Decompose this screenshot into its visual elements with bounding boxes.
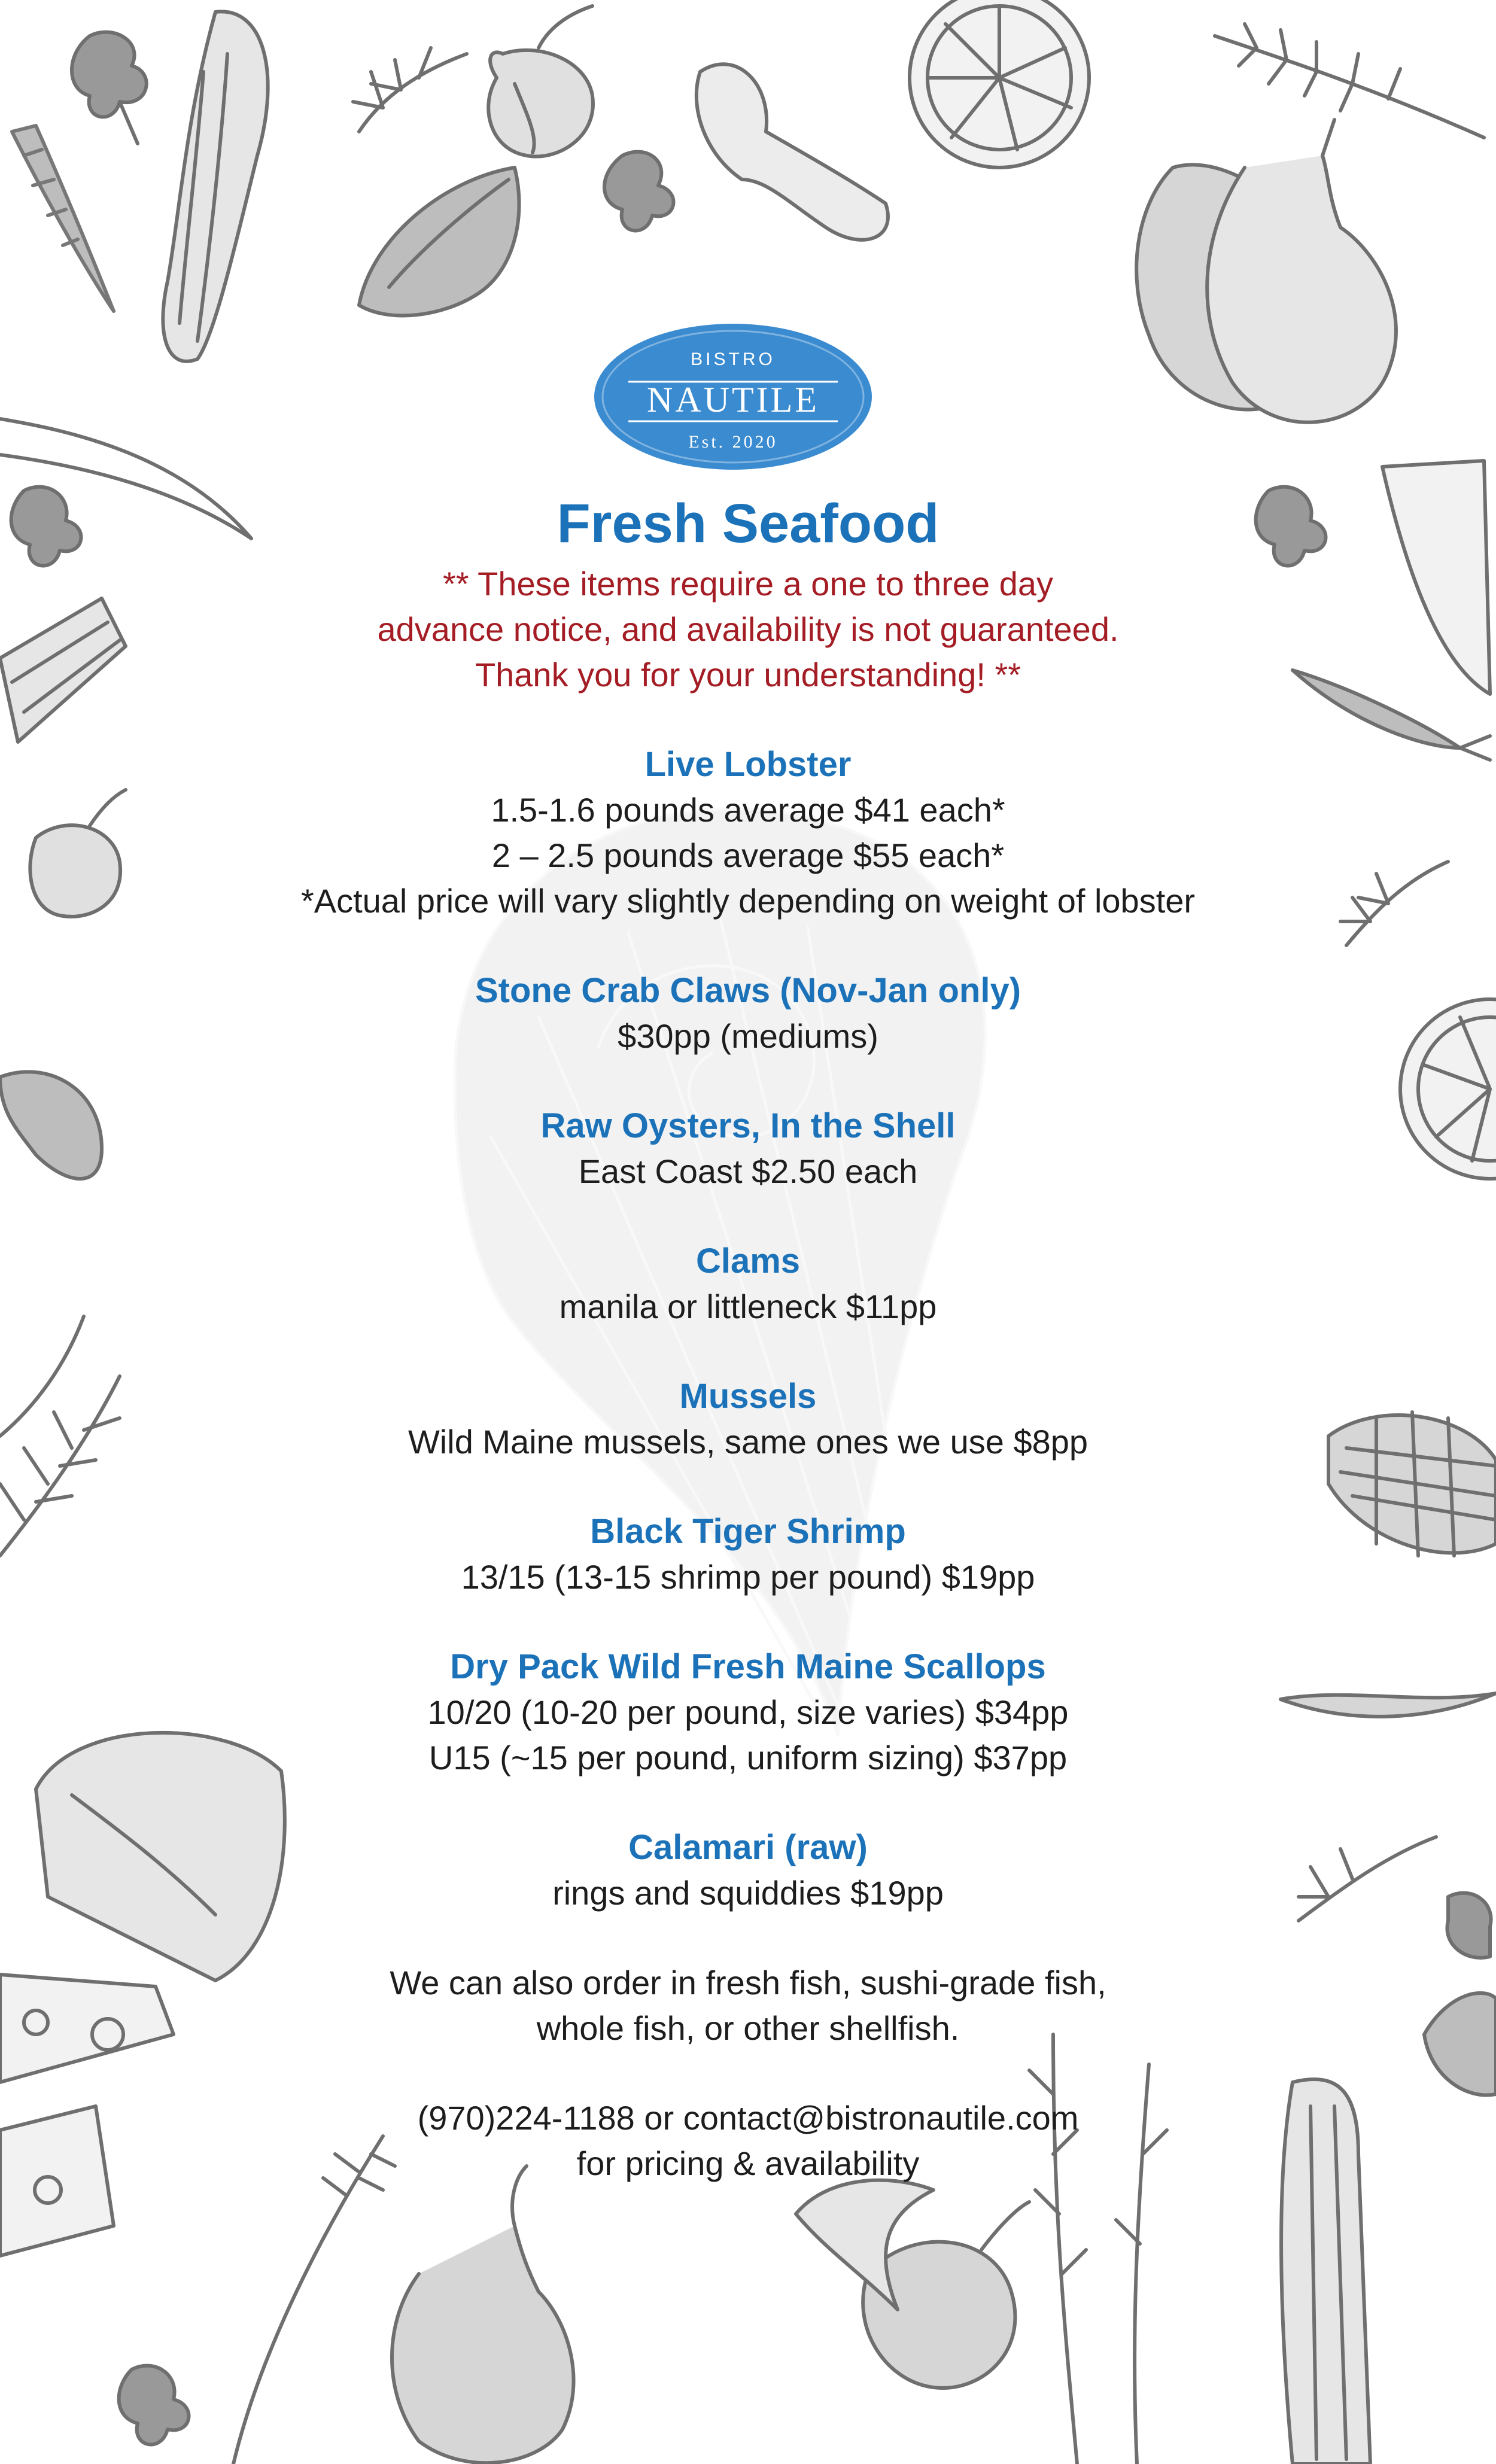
menu-item-detail: $30pp (mediums) <box>618 1017 878 1055</box>
menu-item-live-lobster <box>150 742 1346 924</box>
menu-item-detail: manila or littleneck $11pp <box>559 1288 937 1325</box>
menu-item-detail: rings and squiddies $19pp <box>552 1874 944 1912</box>
herb-sprig-icon <box>0 598 126 742</box>
logo-name: NAUTILE <box>647 380 819 419</box>
menu-item-title: Stone Crab Claws (Nov-Jan only) <box>475 971 1021 1010</box>
note-line: We can also order in fresh fish, sushi-grade fish, <box>390 1964 1106 2001</box>
corn-icon <box>1328 1412 1496 1556</box>
herb-sprig-icon <box>1340 862 1448 945</box>
extra-order-note <box>150 1960 1346 2051</box>
menu-item-title: Black Tiger Shrimp <box>590 1512 906 1551</box>
parsley-icon <box>604 152 673 231</box>
menu-item-title: Live Lobster <box>644 745 852 784</box>
menu-item-detail: 1.5-1.6 pounds average $41 each* <box>491 791 1005 829</box>
menu-item-detail: *Actual price will vary slightly depending on weight of lobster <box>300 882 1196 920</box>
garlic-icon <box>359 168 519 315</box>
carrot-icon <box>12 126 114 311</box>
notice-line: Thank you for your understanding! ** <box>475 656 1021 693</box>
contact-info <box>150 2095 1346 2186</box>
parsley-icon <box>1447 1893 1491 1958</box>
menu-item-title: Raw Oysters, In the Shell <box>540 1106 956 1145</box>
menu-item-detail: U15 (~15 per pound, uniform sizing) $37pp <box>428 1739 1068 1776</box>
menu-item-detail: 2 – 2.5 pounds average $55 each* <box>491 836 1005 874</box>
note-line: whole fish, or other shellfish. <box>536 2009 960 2047</box>
logo-top-text: BISTRO <box>691 349 776 369</box>
bistro-nautile-logo <box>592 322 874 471</box>
herb-sprig-icon <box>1382 461 1490 694</box>
menu-item-detail: 13/15 (13-15 shrimp per pound) $19pp <box>461 1558 1035 1596</box>
garlic-icon <box>0 1072 102 1179</box>
menu-item-detail: East Coast $2.50 each <box>578 1152 918 1190</box>
pear-icon <box>392 2166 574 2463</box>
lemon-slice-icon <box>910 0 1089 168</box>
herb-sprig-icon <box>0 1316 120 1556</box>
zucchini-icon <box>163 11 267 361</box>
menu-item-raw-oysters <box>150 1103 1346 1194</box>
menu-item-maine-scallops <box>150 1644 1346 1781</box>
parsley-icon <box>72 32 147 144</box>
menu-item-detail: Wild Maine mussels, same ones we use $8pp <box>408 1423 1088 1461</box>
lemon-slice-icon <box>1400 999 1496 1179</box>
menu-content <box>150 491 1346 2186</box>
contact-note: for pricing & availability <box>576 2144 920 2182</box>
menu-item-title: Clams <box>695 1242 801 1280</box>
page-title: Fresh Seafood <box>557 493 939 554</box>
logo-established-text: Est. 2020 <box>688 432 778 452</box>
menu-item-black-tiger-shrimp <box>150 1509 1346 1600</box>
notice-line: advance notice, and availability is not guaranteed. <box>377 610 1119 648</box>
menu-item-clams <box>150 1239 1346 1330</box>
herb-sprig-icon <box>697 64 888 240</box>
advance-notice <box>150 561 1346 698</box>
notice-line: ** These items require a one to three day <box>442 565 1053 603</box>
pear-icon <box>1136 120 1396 422</box>
contact-phone-email[interactable]: (970)224-1188 or contact@bistronautile.com <box>417 2099 1079 2137</box>
parsley-icon <box>119 2366 189 2445</box>
garlic-icon <box>1424 1993 1496 2095</box>
herb-sprig-icon <box>353 48 467 132</box>
menu-item-calamari <box>150 1825 1346 1916</box>
menu-item-mussels <box>150 1374 1346 1465</box>
menu-item-title: Dry Pack Wild Fresh Maine Scallops <box>450 1647 1046 1686</box>
onion-icon <box>30 790 126 917</box>
cheese-icon <box>0 1975 174 2256</box>
menu-item-stone-crab-claws <box>150 968 1346 1059</box>
menu-item-detail: 10/20 (10-20 per pound, size varies) $34pp <box>427 1693 1069 1731</box>
herb-sprig-icon <box>1215 24 1484 138</box>
onion-icon <box>488 6 593 157</box>
menu-item-title: Calamari (raw) <box>628 1828 868 1867</box>
menu-item-title: Mussels <box>679 1377 817 1416</box>
